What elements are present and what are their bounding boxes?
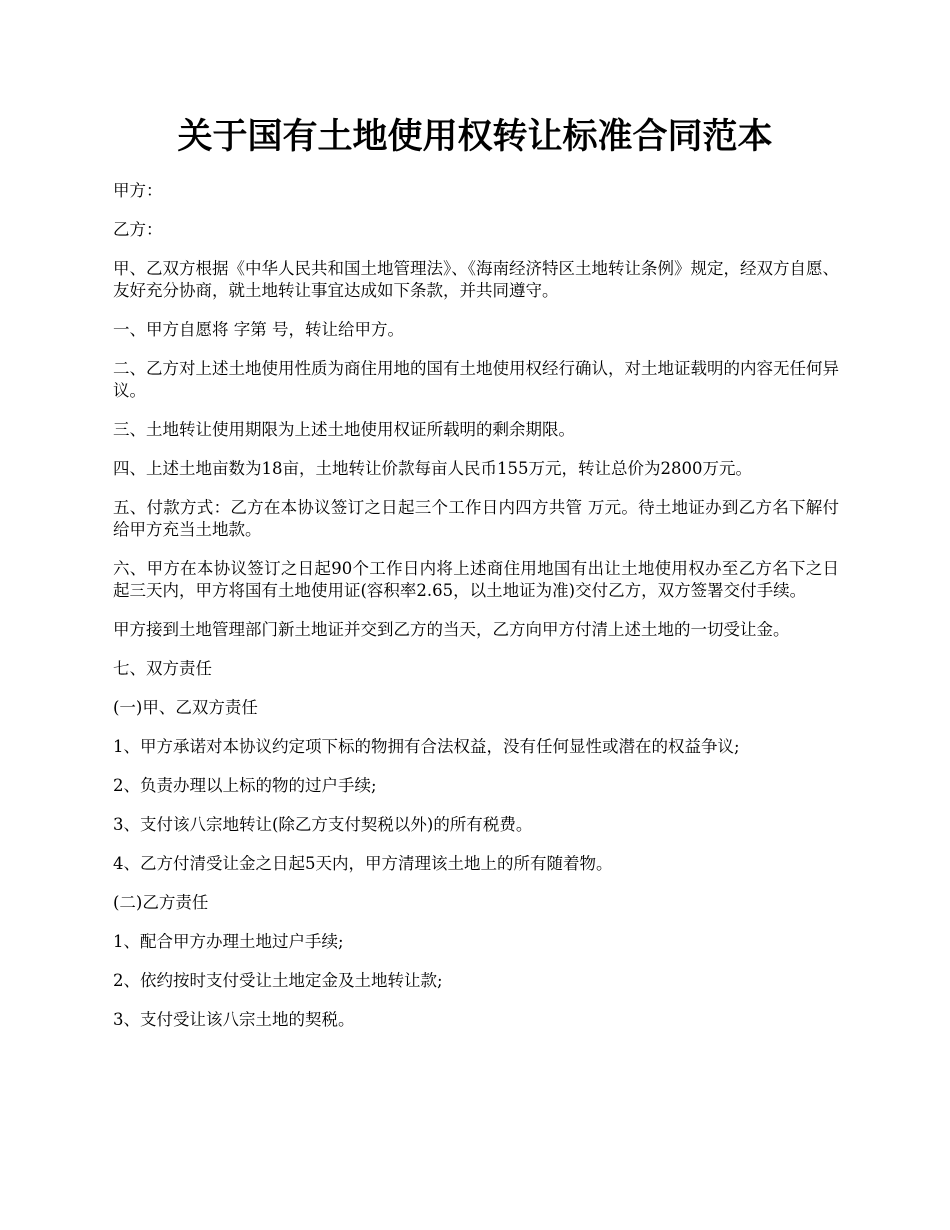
document-title: 关于国有土地使用权转让标准合同范本 [177, 116, 773, 157]
section-2-item-3: 3、支付受让该八宗土地的契税。 [113, 1010, 355, 1029]
section-2-heading: (二)乙方责任 [113, 893, 209, 912]
section-1-item-3: 3、支付该八宗地转让(除乙方支付契税以外)的所有税费。 [113, 815, 533, 834]
clause-7-heading: 七、双方责任 [113, 659, 212, 678]
document-body [113, 180, 839, 1048]
clause-6: 六、甲方在本协议签订之日起90个工作日内将上述商住用地国有出让土地使用权办至乙方名下之日起三天内，甲方将国有土地使用证(容积率2.65，以土地证为准)交付乙方，双方签署交付手续。 [113, 559, 839, 600]
clause-5: 五、付款方式：乙方在本协议签订之日起三个工作日内四方共管 万元。待土地证办到乙方名下解付给甲方充当土地款。 [113, 498, 839, 539]
section-1-heading: (一)甲、乙双方责任 [113, 698, 258, 717]
section-2-item-1: 1、配合甲方办理土地过户手续; [113, 932, 344, 951]
preamble-paragraph: 甲、乙双方根据《中华人民共和国土地管理法》、《海南经济特区土地转让条例》规定，经双方自愿、友好充分协商，就土地转让事宜达成如下条款，并共同遵守。 [113, 259, 839, 300]
clause-2: 二、乙方对上述土地使用性质为商住用地的国有土地使用权经行确认，对土地证载明的内容无任何异议。 [113, 359, 839, 400]
section-1-item-2: 2、负责办理以上标的物的过户手续; [113, 776, 377, 795]
section-2-item-2: 2、依约按时支付受让土地定金及土地转让款; [113, 971, 443, 990]
clause-1: 一、甲方自愿将 字第 号，转让给甲方。 [113, 320, 404, 339]
clause-6-continued: 甲方接到土地管理部门新土地证并交到乙方的当天，乙方向甲方付清上述土地的一切受让金。 [113, 620, 790, 639]
section-1-item-4: 4、乙方付清受让金之日起5天内，甲方清理该土地上的所有随着物。 [113, 854, 613, 873]
clause-4: 四、上述土地亩数为18亩，土地转让价款每亩人民币155万元，转让总价为2800万元。 [113, 459, 752, 478]
party-a-line: 甲方： [113, 181, 163, 200]
section-1-item-1: 1、甲方承诺对本协议约定项下标的物拥有合法权益，没有任何显性或潜在的权益争议; [113, 737, 740, 756]
clause-3: 三、土地转让使用期限为上述土地使用权证所载明的剩余期限。 [113, 420, 575, 439]
party-b-line: 乙方： [113, 220, 163, 239]
